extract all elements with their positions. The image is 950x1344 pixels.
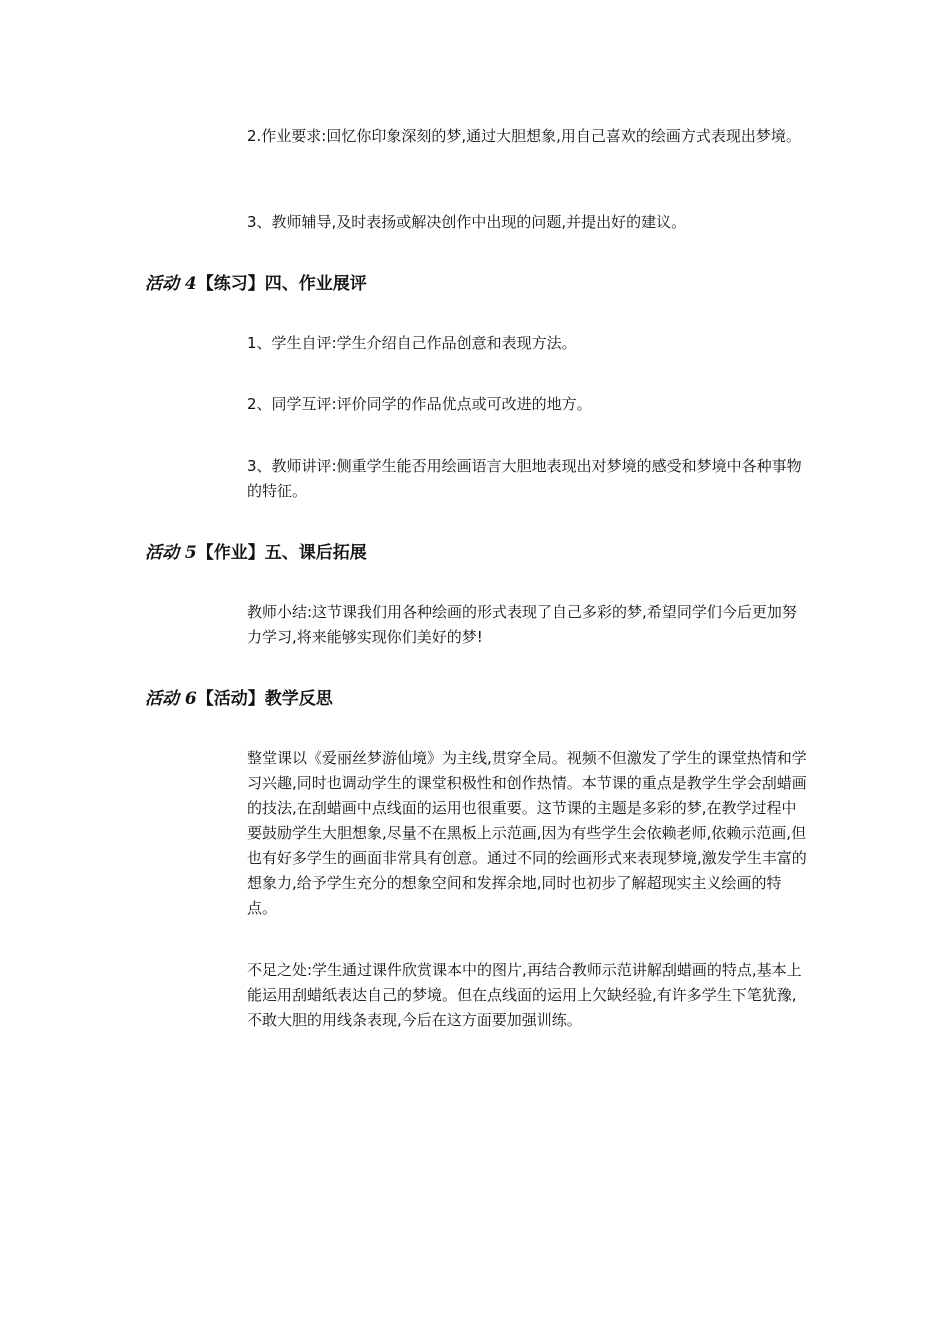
- teacher-guidance-paragraph: 3、教师辅导,及时表扬或解决创作中出现的问题,并提出好的建议。: [247, 213, 687, 231]
- activity-4-title: 【练习】四、作业展评: [196, 274, 367, 294]
- activity-4-heading: [145, 271, 367, 297]
- activity-5-title: 【作业】五、课后拓展: [196, 543, 367, 563]
- activity-5-label: 活动 5: [145, 543, 197, 563]
- shortcomings-paragraph: 不足之处:学生通过课件欣赏课本中的图片,再结合教师示范讲解刮蜡画的特点,基本上能运用刮蜡纸表达自己的梦境。但在点线面的运用上欠缺经验,有许多学生下笔犹豫,不敢大胆的用线条表现,今后在这方面要加强训练。: [247, 961, 802, 1029]
- teacher-summary-paragraph: 教师小结:这节课我们用各种绘画的形式表现了自己多彩的梦,希望同学们今后更加努力学习,将来能够实现你们美好的梦!: [247, 603, 797, 646]
- reflection-paragraph: 整堂课以《爱丽丝梦游仙境》为主线,贯穿全局。视频不但激发了学生的课堂热情和学习兴趣,同时也调动学生的课堂积极性和创作热情。本节课的重点是教学生学会刮蜡画的技法,在刮蜡画中点线面的运用也很重要。这节课的主题是多彩的梦,在教学过程中要鼓励学生大胆想象,尽量不在黑板上示范画,因为有些学生会依赖老师,依赖示范画,但也有好多学生的画面非常具有创意。通过不同的绘画形式来表现梦境,激发学生丰富的想象力,给予学生充分的想象空间和发挥余地,同时也初步了解超现实主义绘画的特点。: [247, 749, 807, 917]
- activity-4-label: 活动 4: [145, 274, 197, 294]
- activity-5-heading: [145, 540, 367, 566]
- homework-requirement-paragraph: 2.作业要求:回忆你印象深刻的梦,通过大胆想象,用自己喜欢的绘画方式表现出梦境。: [247, 127, 801, 145]
- activity-6-heading: [145, 686, 333, 712]
- peer-evaluation-paragraph: 2、同学互评:评价同学的作品优点或可改进的地方。: [247, 395, 592, 413]
- self-evaluation-paragraph: 1、学生自评:学生介绍自己作品创意和表现方法。: [247, 334, 577, 352]
- teacher-evaluation-paragraph: 3、教师讲评:侧重学生能否用绘画语言大胆地表现出对梦境的感受和梦境中各种事物的特征。: [247, 457, 802, 500]
- activity-6-title: 【活动】教学反思: [196, 689, 333, 709]
- activity-6-label: 活动 6: [145, 689, 197, 709]
